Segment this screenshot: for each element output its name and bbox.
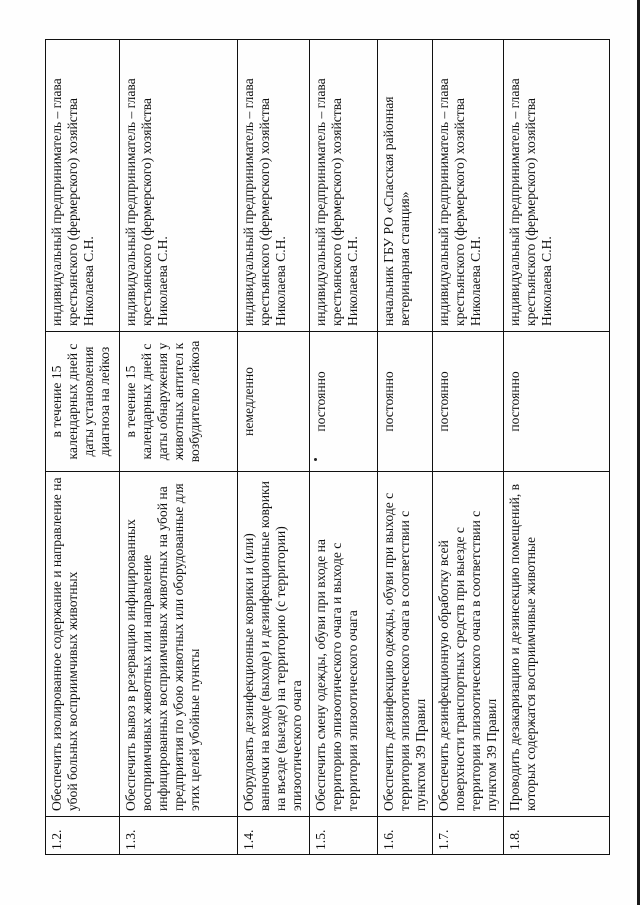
- measure-text: Обеспечить изолированное содержание и направление на убой больных восприимчивых животных: [46, 472, 120, 817]
- table-row: [310, 40, 378, 855]
- table-row: [378, 40, 433, 855]
- measure-text: Обеспечить дезинфекцию одежды, обуви при выходе с территории эпизоотического очага в соответствии с пунктом 39 Правил: [378, 472, 433, 817]
- responsible-text: индивидуальный предприниматель – глава крестьянского (фермерского) хозяйства Николаева С.Н.: [120, 40, 238, 332]
- measure-text: Проводить дезакаризацию и дезинсекцию помещений, в которых содержатся восприимчивые животные: [504, 472, 610, 817]
- row-number: 1.7.: [433, 817, 504, 855]
- table-row: [120, 40, 238, 855]
- responsible-text: индивидуальный предприниматель – глава крестьянского (фермерского) хозяйства Николаева С.Н.: [504, 40, 610, 332]
- deadline-text: постоянно: [504, 332, 610, 472]
- table-row: [46, 40, 120, 855]
- deadline-text: постоянно: [310, 332, 378, 472]
- measure-text: Обеспечить дезинфекционную обработку всей поверхности транспортных средств при выезде с территории эпизоотического очага в соответствии с пунктом 39 Правил: [433, 472, 504, 817]
- measure-text: Обеспечить смену одежды, обуви при входе на территорию эпизоотического очага и выходе с территории эпизоотического очага: [310, 472, 378, 817]
- rotated-table-wrapper: [45, 40, 605, 855]
- row-number: 1.6.: [378, 817, 433, 855]
- responsible-text: индивидуальный предприниматель – глава крестьянского (фермерского) хозяйства Николаева С.Н.: [46, 40, 120, 332]
- row-number: 1.2.: [46, 817, 120, 855]
- row-number: 1.3.: [120, 817, 238, 855]
- row-number: 1.5.: [310, 817, 378, 855]
- scan-speck: [314, 458, 317, 461]
- row-number: 1.8.: [504, 817, 610, 855]
- responsible-text: начальник ГБУ РО «Спасская районная ветеринарная станция»: [378, 40, 433, 332]
- table-row: [238, 40, 310, 855]
- table-row: [433, 40, 504, 855]
- row-number: 1.4.: [238, 817, 310, 855]
- measure-text: Оборудовать дезинфекционные коврики и (или) ванночки на входе (выходе) и дезинфекционные коврики на въезде (выезде) на территорию (с территории) эпизоотического очага: [238, 472, 310, 817]
- measure-text: Обеспечить вывоз в резервацию инфицированных восприимчивых животных или направление инфицированных восприимчивых животных на убой на предприятия по убою животных или оборудованные для этих целей убойные пункты: [120, 472, 238, 817]
- table-row: [504, 40, 610, 855]
- deadline-text: постоянно: [433, 332, 504, 472]
- responsible-text: индивидуальный предприниматель – глава крестьянского (фермерского) хозяйства Николаева С.Н.: [433, 40, 504, 332]
- responsible-text: индивидуальный предприниматель – глава крестьянского (фермерского) хозяйства Николаева С.Н.: [238, 40, 310, 332]
- deadline-text: немедленно: [238, 332, 310, 472]
- deadline-text: в течение 15 календарных дней с даты обнаружения у животных антител к возбудителю лейкоза: [120, 332, 238, 472]
- deadline-text: постоянно: [378, 332, 433, 472]
- deadline-text: в течение 15 календарных дней с даты установления диагноза на лейкоз: [46, 332, 120, 472]
- responsible-text: индивидуальный предприниматель – глава крестьянского (фермерского) хозяйства Николаева С.Н.: [310, 40, 378, 332]
- measures-table: [45, 39, 610, 855]
